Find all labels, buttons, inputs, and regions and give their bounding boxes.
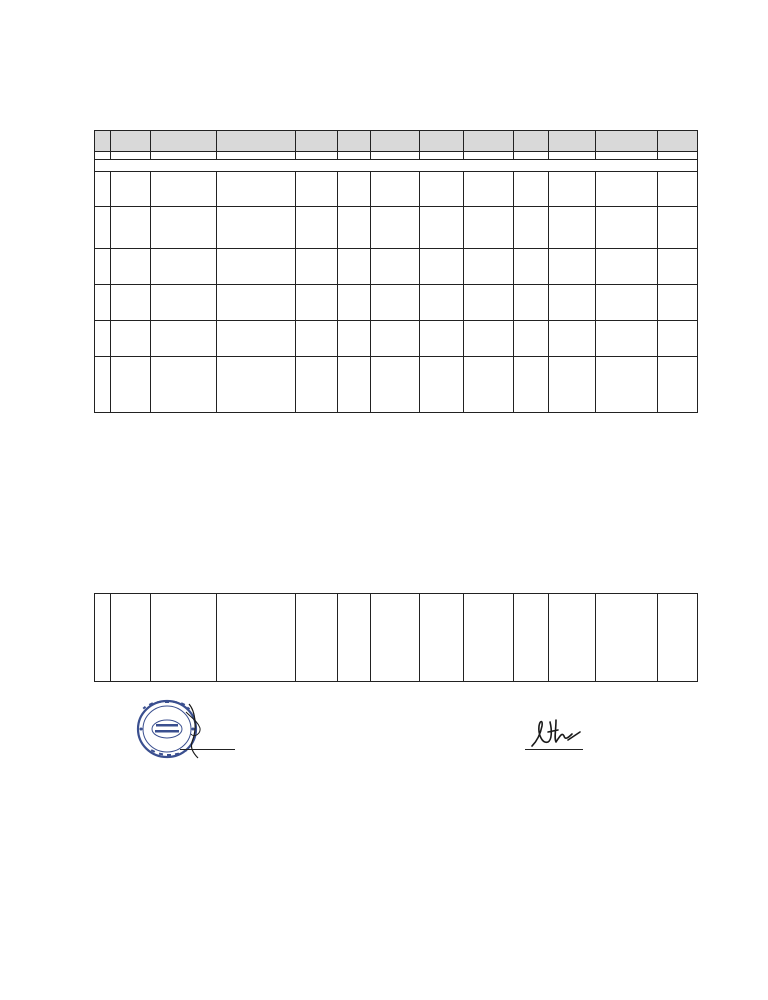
- header-cell: [111, 131, 151, 152]
- section-spacer-row: [95, 160, 698, 172]
- index-cell: [338, 152, 371, 160]
- table-row: [95, 285, 698, 321]
- main-table: [94, 130, 698, 413]
- header-cell: [296, 131, 338, 152]
- table-row: [95, 357, 698, 413]
- index-cell: [464, 152, 514, 160]
- header-cell: [658, 131, 698, 152]
- official-stamp: [134, 698, 206, 760]
- header-cell: [549, 131, 596, 152]
- column-index-row: [95, 152, 698, 160]
- header-cell: [371, 131, 420, 152]
- index-cell: [111, 152, 151, 160]
- table-row: [95, 207, 698, 249]
- header-cell: [464, 131, 514, 152]
- right-signature-line: [525, 749, 583, 750]
- index-cell: [95, 152, 111, 160]
- index-cell: [658, 152, 698, 160]
- header-cell: [596, 131, 658, 152]
- table-row: [95, 172, 698, 207]
- table-row: [95, 321, 698, 357]
- header-cell: [420, 131, 464, 152]
- index-cell: [549, 152, 596, 160]
- index-cell: [151, 152, 217, 160]
- index-cell: [217, 152, 296, 160]
- header-cell: [338, 131, 371, 152]
- section-cell: [95, 160, 698, 172]
- table-row: [95, 594, 698, 682]
- table-row: [95, 249, 698, 285]
- index-cell: [596, 152, 658, 160]
- index-cell: [371, 152, 420, 160]
- second-table: [94, 593, 698, 682]
- header-cell: [151, 131, 217, 152]
- index-cell: [420, 152, 464, 160]
- left-signature-line: [180, 749, 235, 750]
- header-cell: [217, 131, 296, 152]
- index-cell: [514, 152, 549, 160]
- index-cell: [296, 152, 338, 160]
- header-cell: [514, 131, 549, 152]
- right-signature: [528, 712, 588, 752]
- table-header-row: [95, 131, 698, 152]
- header-cell: [95, 131, 111, 152]
